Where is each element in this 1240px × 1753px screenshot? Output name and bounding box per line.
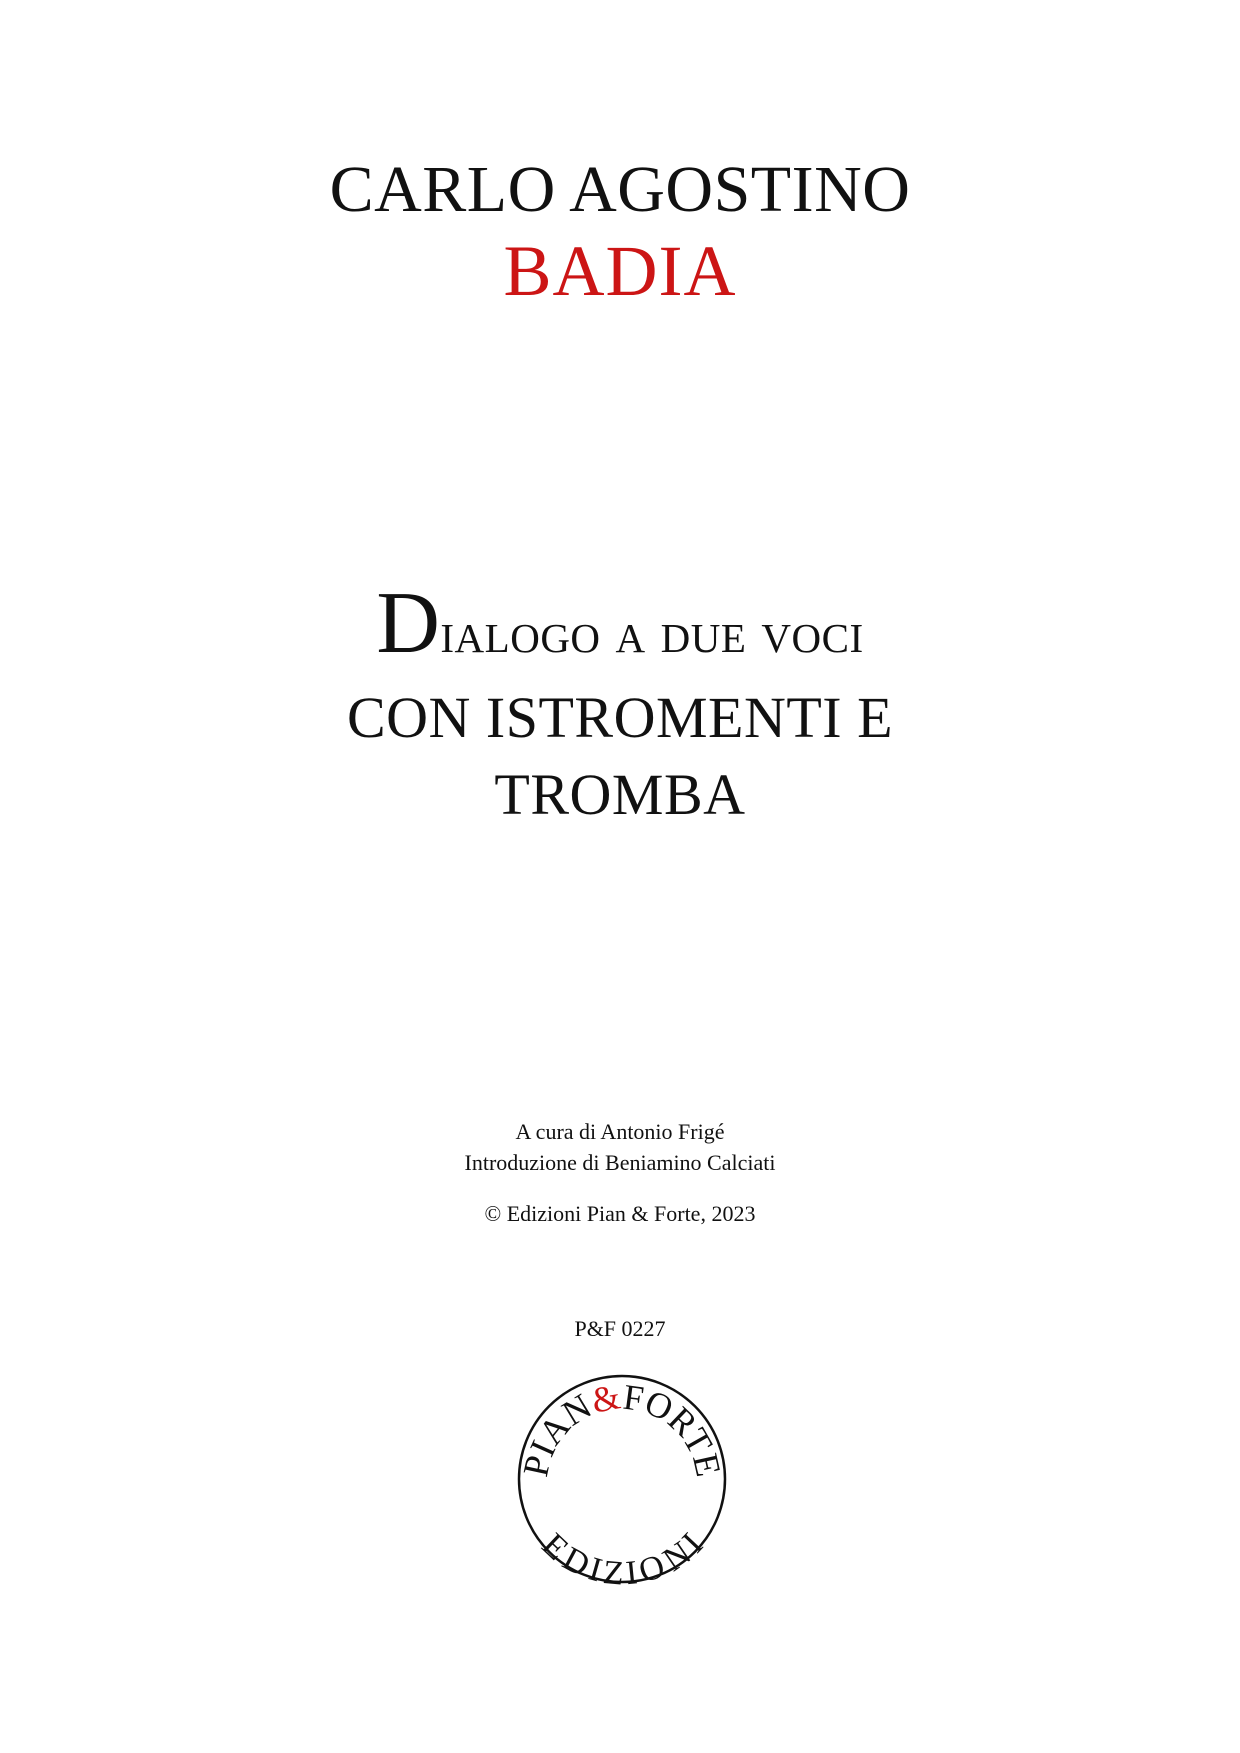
title-line-1-rest: ialogo a due voci xyxy=(440,600,864,665)
title-line-2: CON ISTROMENTI E xyxy=(346,685,894,750)
copyright-notice: © Edizioni Pian & Forte, 2023 xyxy=(484,1201,756,1226)
title-line-3: TROMBA xyxy=(494,762,746,827)
publisher-seal-logo xyxy=(515,1372,729,1586)
catalog-number: P&F 0227 xyxy=(574,1316,666,1341)
composer-surname: BADIA xyxy=(503,231,737,311)
composer-first-names: CARLO AGOSTINO xyxy=(329,153,911,226)
seal-top-text: PIAN&FORTE xyxy=(515,1376,729,1481)
title-initial: D xyxy=(376,575,441,672)
editor-credit: A cura di Antonio Frigé xyxy=(515,1119,725,1144)
seal-bottom-text: EDIZIONI xyxy=(534,1526,711,1586)
title-line-1 xyxy=(0,575,1240,673)
seal-icon xyxy=(515,1372,729,1586)
introduction-credit: Introduzione di Beniamino Calciati xyxy=(464,1150,776,1175)
